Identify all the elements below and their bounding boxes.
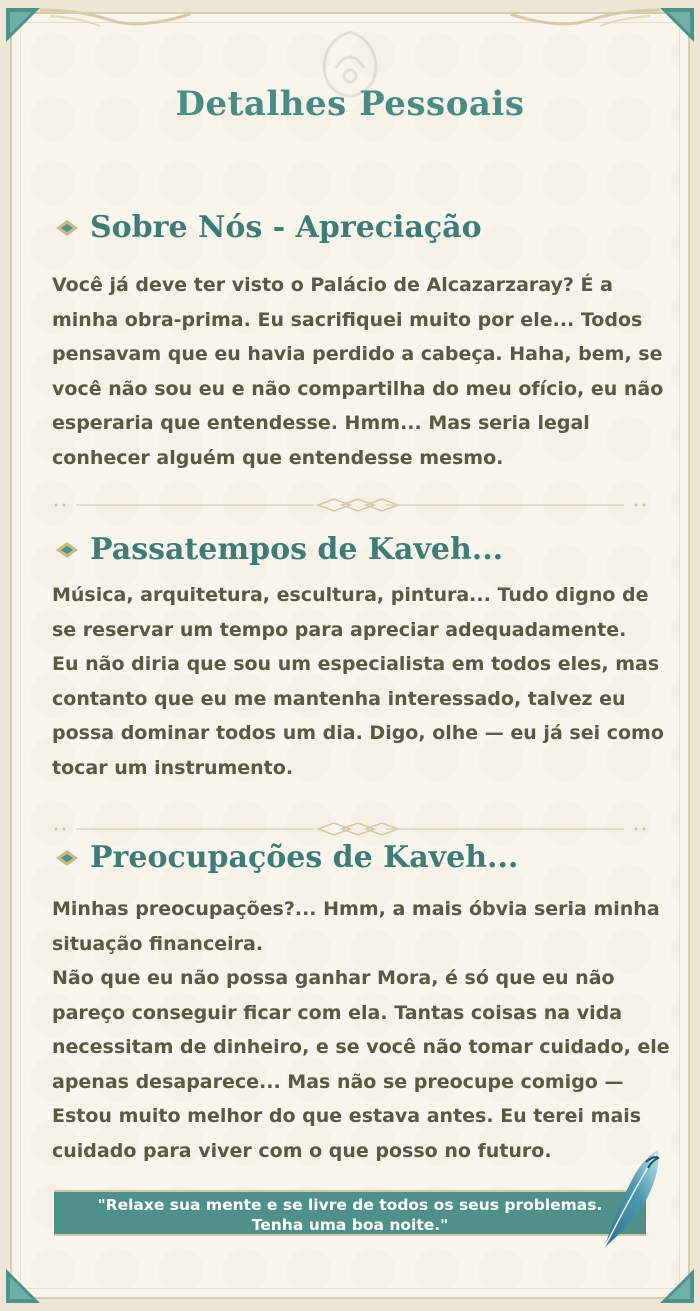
divider-ornament-icon [52,496,648,514]
section-body-about [52,268,672,475]
diamond-bullet-icon [54,540,80,560]
top-swirl-ornament-icon [510,6,660,36]
section-heading-worries [54,840,518,875]
section-heading-hobbies [54,532,503,567]
section-body-hobbies [52,578,672,785]
divider-ornament-icon [52,820,648,838]
footer-quote-line: "Relaxe sua mente e se livre de todos os seus problemas. [97,1196,603,1214]
section-heading-about [54,210,482,245]
section-heading-label: Preocupações de Kaveh... [90,840,519,875]
section-heading-label: Sobre Nós - Apreciação [90,210,482,245]
section-heading-label: Passatempos de Kaveh... [90,532,504,567]
page-title: Detalhes Pessoais [175,84,525,124]
corner-ornament-icon [660,8,694,42]
corner-ornament-icon [660,1269,694,1303]
diamond-bullet-icon [54,848,80,868]
corner-ornament-icon [6,8,40,42]
paragraph: Não que eu não possa ganhar Mora, é só que eu não pareço conseguir ficar com ela. Tantas coisas na vida necessitam de dinheiro, e se você não tomar cuidado, ele apenas desaparece... Mas não se preocupe comigo — Estou muito melhor do que estava antes. Eu terei mais cuidado para viver com o que posso no futuro. [52,967,670,1162]
top-swirl-ornament-icon [40,6,190,36]
paragraph: Minhas preocupações?... Hmm, a mais óbvia seria minha situação financeira. [52,898,660,955]
section-body-worries [52,892,672,1168]
paragraph: Eu não diria que sou um especialista em todos eles, mas contanto que eu me mantenha interessado, talvez eu possa dominar todos um dia. Digo, olhe — eu já sei como tocar um instrumento. [52,653,664,779]
diamond-bullet-icon [54,218,80,238]
footer-quote-banner [54,1190,646,1236]
corner-ornament-icon [6,1269,40,1303]
paragraph: Música, arquitetura, escultura, pintura... Tudo digno de se reservar um tempo para apreciar adequadamente. [52,584,649,641]
paragraph: Você já deve ter visto o Palácio de Alcazarzaray? É a minha obra-prima. Eu sacrifiquei muito por ele... Todos pensavam que eu havia perdido a cabeça. Haha, bem, se você não sou eu e não compartilha do meu ofício, eu não esperaria que entendesse. Hmm... Mas seria legal conhecer alguém que entendesse mesmo. [52,274,664,469]
footer-quote-line: Tenha uma boa noite." [251,1216,449,1234]
feather-quill-icon [598,1146,664,1252]
